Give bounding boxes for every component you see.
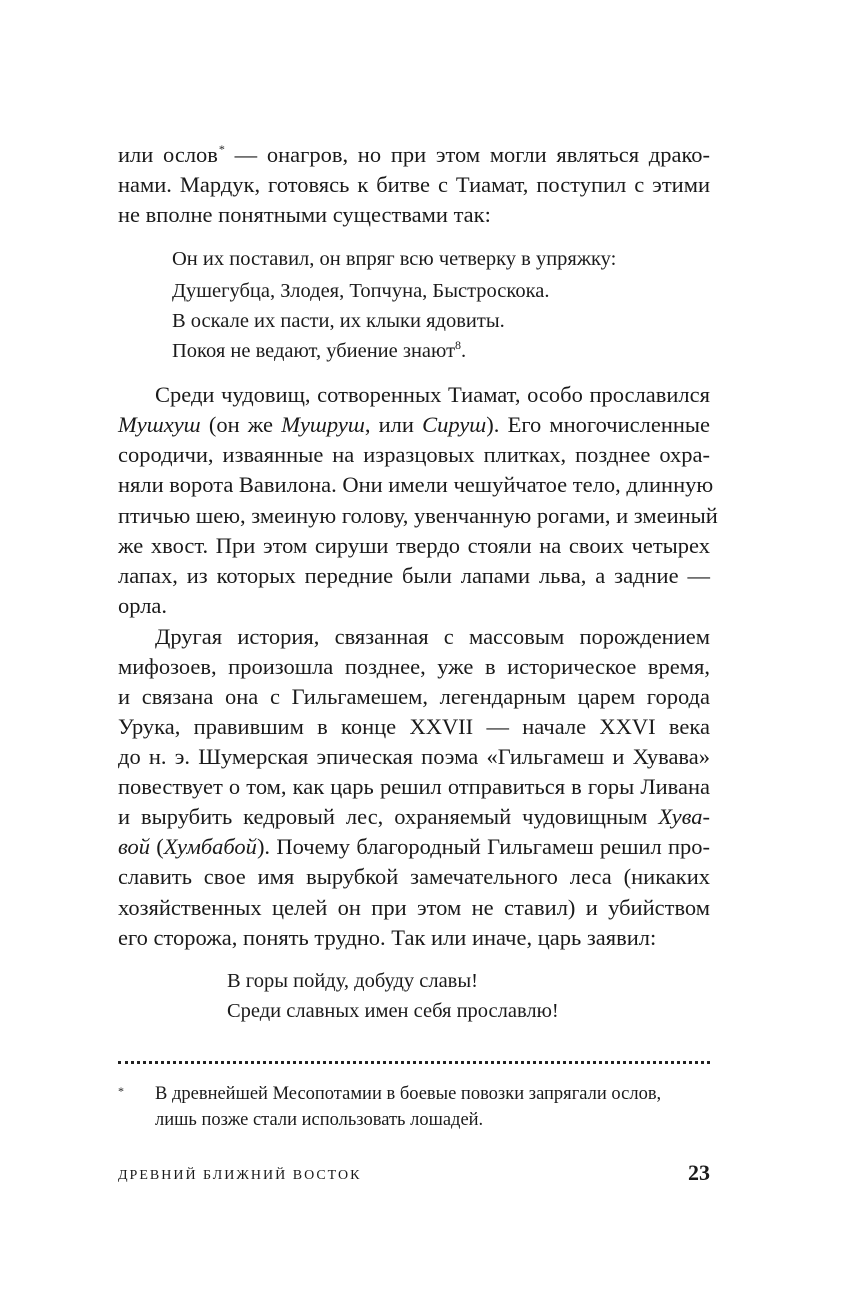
verse-line: Среди славных имен себя прославлю!: [227, 1000, 559, 1022]
body-line: сородичи, изваянные на изразцовых плитках, позднее охра-: [118, 442, 710, 467]
footnote-marker: *: [218, 142, 225, 156]
footnote-mark: *: [118, 1084, 124, 1098]
body-line: же хвост. При этом сируши твердо стояли на своих четырех: [118, 533, 710, 558]
verse-line: В оскале их пасти, их клыки ядовиты.: [172, 310, 505, 332]
body-line: или ослов* — онагров, но при этом могли являться драко-: [118, 142, 710, 167]
body-line: Урука, правившим в конце XXVII — начале XXVI века: [118, 714, 710, 739]
verse-line: В горы пойду, добуду славы!: [227, 970, 478, 992]
body-line: славить свое имя вырубкой замечательного леса (никаких: [118, 864, 710, 889]
body-line: его сторожа, понять трудно. Так или иначе, царь заявил:: [118, 925, 657, 950]
body-line: няли ворота Вавилона. Они имели чешуйчатое тело, длинную: [118, 472, 714, 497]
body-line: не вполне понятными существами так:: [118, 202, 491, 227]
body-line: до н. э. Шумерская эпическая поэма «Гильгамеш и Хувава»: [118, 744, 710, 769]
body-line: повествует о том, как царь решил отправиться в горы Ливана: [118, 774, 710, 799]
running-head: ДРЕВНИЙ БЛИЖНИЙ ВОСТОК: [118, 1168, 362, 1183]
body-line: и связана она с Гильгамешем, легендарным царем города: [118, 684, 710, 709]
verse-line: Он их поставил, он впряг всю четверку в упряжку:: [172, 248, 617, 270]
body-line: мифозоев, произошла позднее, уже в историческое время,: [118, 654, 710, 679]
body-line: орла.: [118, 593, 168, 618]
footnote-line: лишь позже стали использовать лошадей.: [155, 1110, 484, 1130]
body-line: нами. Мардук, готовясь к битве с Тиамат, поступил с этими: [118, 172, 710, 197]
footnote-separator: [118, 1061, 710, 1064]
page-number: 23: [688, 1160, 710, 1185]
endnote-ref: 8: [455, 338, 462, 353]
body-line: Среди чудовищ, сотворенных Тиамат, особо прославился: [155, 382, 710, 407]
footnote-line: В древнейшей Месопотамии в боевые повозки запрягали ослов,: [155, 1084, 662, 1104]
verse-line: Покоя не ведают, убиение знают$^8$.: [172, 338, 467, 362]
body-line: хозяйственных целей он при этом не ставил) и убийством: [118, 895, 710, 920]
body-line: лапах, из которых передние были лапами льва, а задние —: [118, 563, 710, 588]
body-line: Другая история, связанная с массовым порождением: [155, 624, 710, 649]
body-line: и вырубить кедровый лес, охраняемый чудовищным Хува-: [118, 804, 710, 829]
body-line: вой (Хумбабой). Почему благородный Гильгамеш решил про-: [118, 834, 710, 859]
body-line: Мушхуш (он же Мушруш, или Сируш). Его многочисленные: [118, 412, 711, 437]
body-line: птичью шею, змеиную голову, увенчанную рогами, и змеиный: [118, 503, 718, 528]
verse-line: Душегубца, Злодея, Топчуна, Быстроскока.: [172, 280, 550, 302]
